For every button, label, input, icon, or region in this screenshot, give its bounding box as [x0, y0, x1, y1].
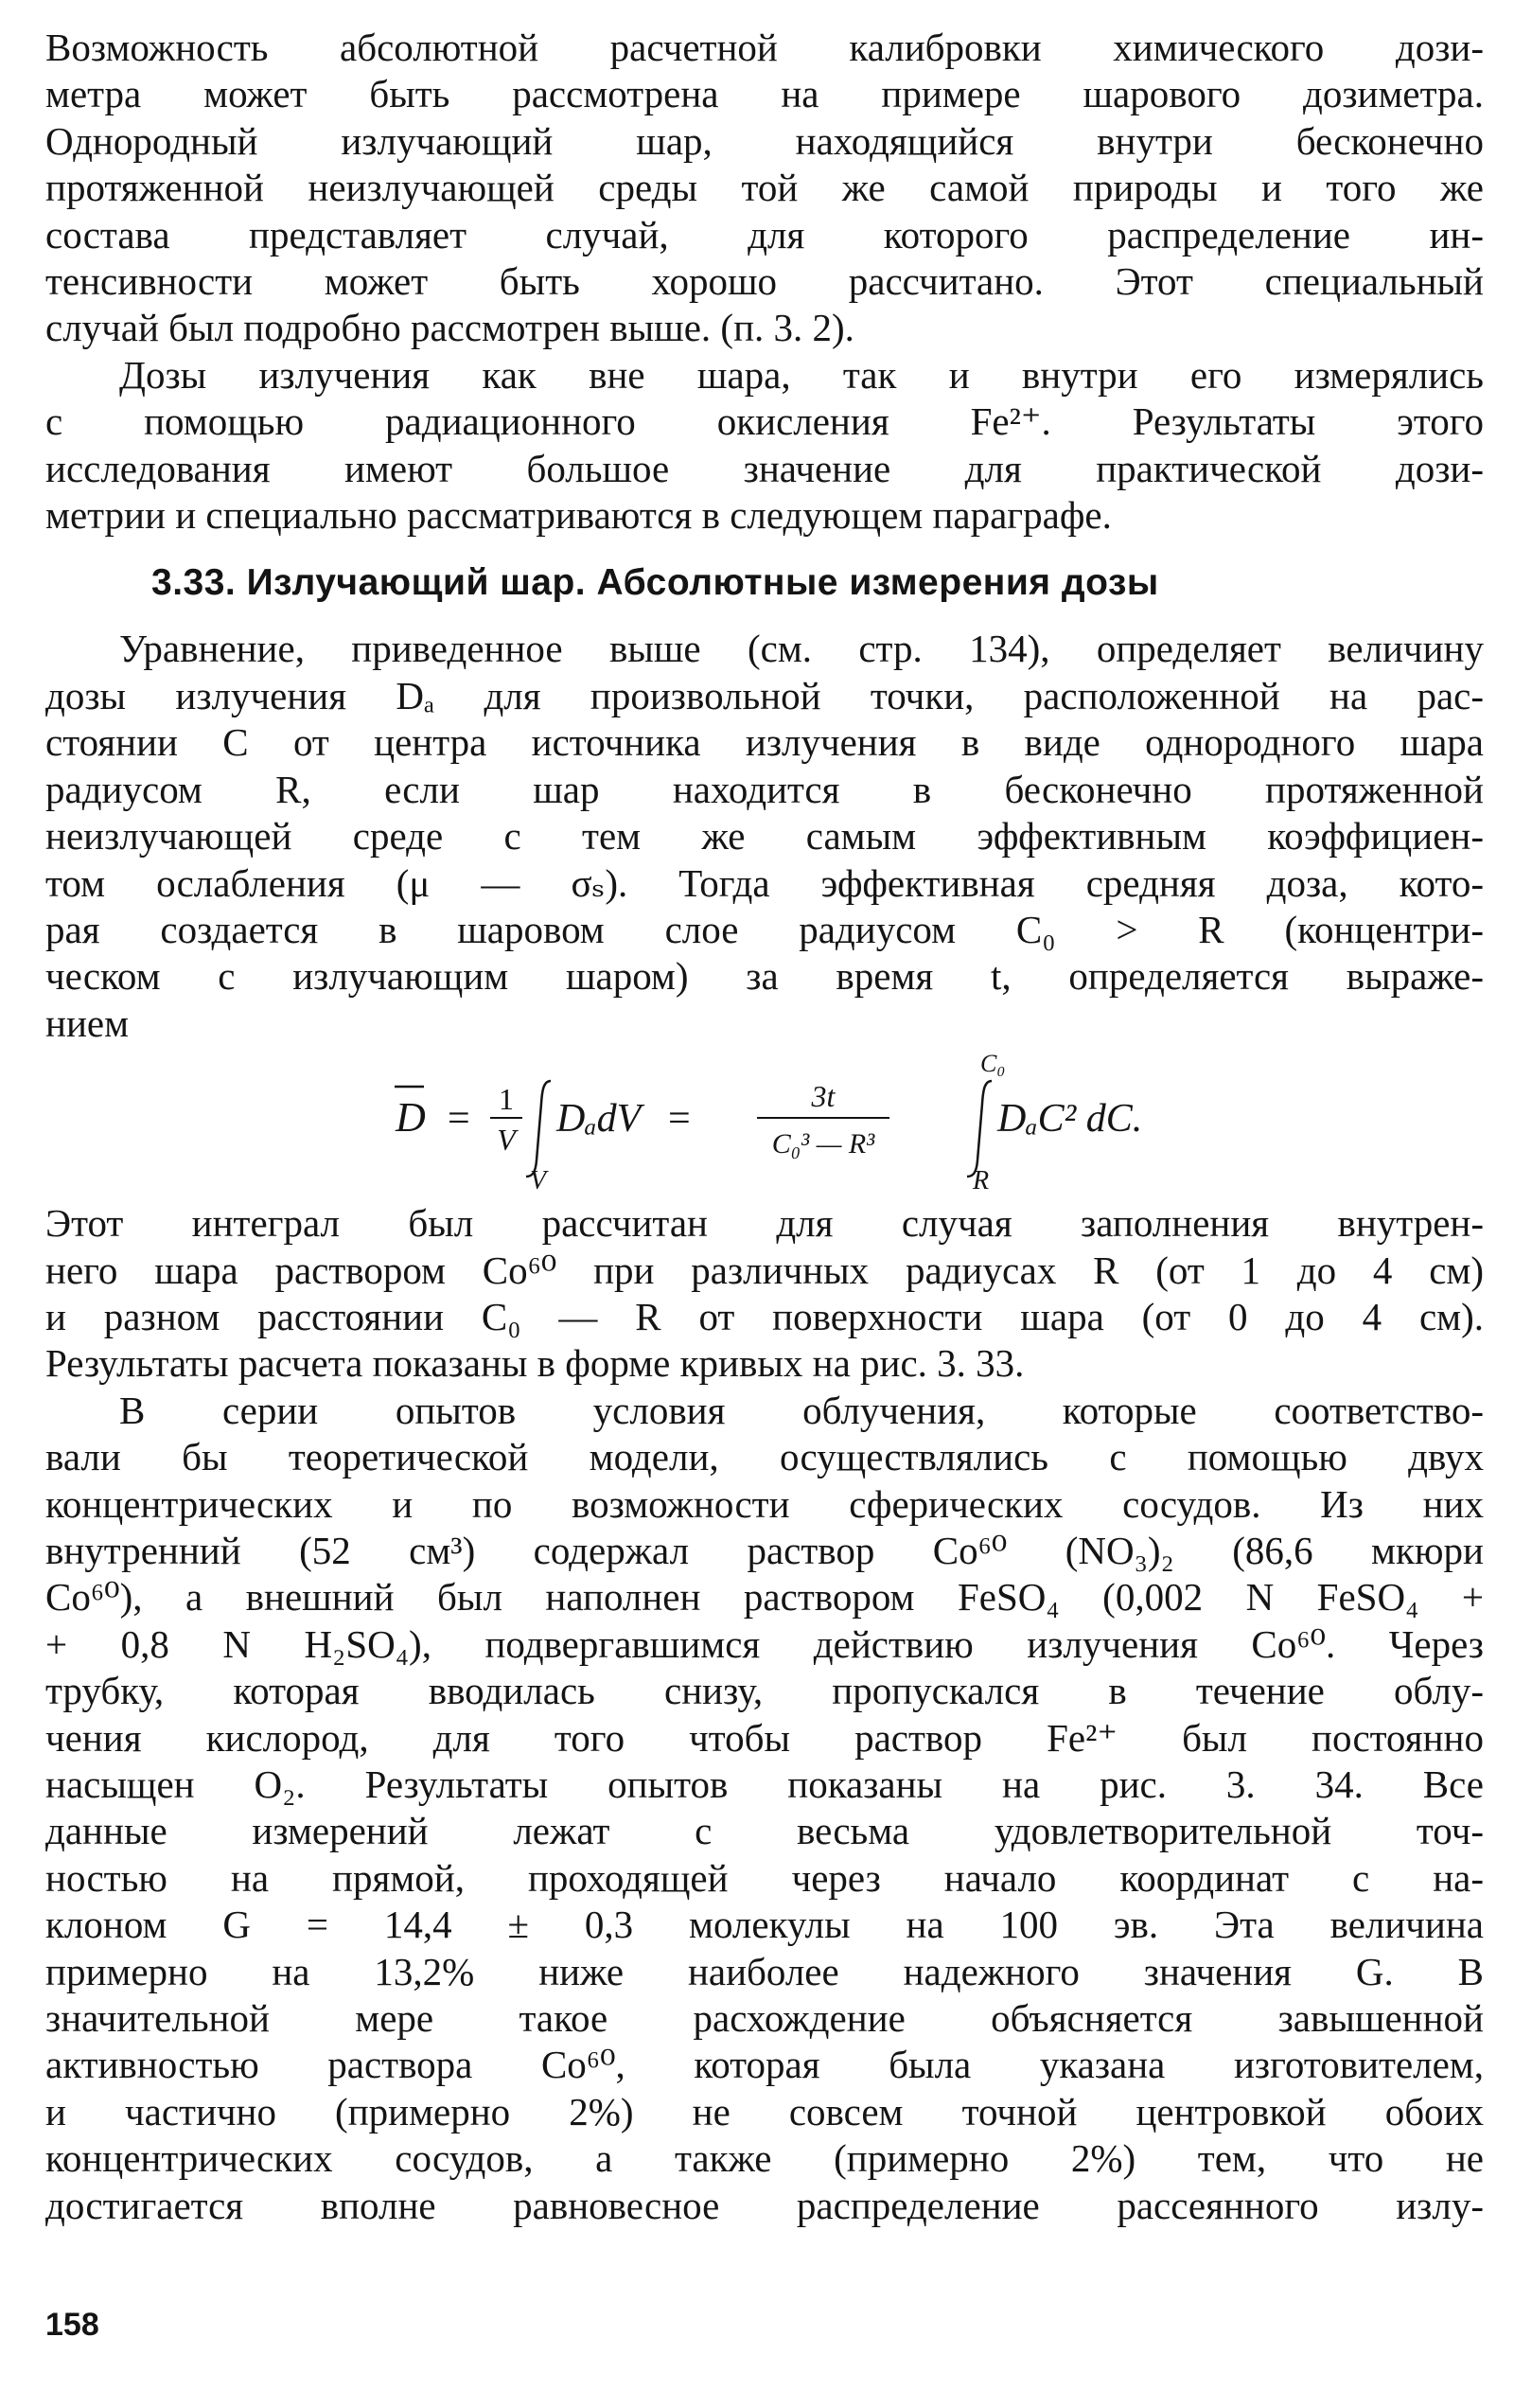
text-line: дозы излучения Dₐ для произвольной точки, расположенной на рас-: [45, 673, 1484, 717]
text-line: Результаты расчета показаны в форме кривых на рис. 3. 33.: [45, 1341, 1025, 1386]
text-line: чения кислород, для того чтобы раствор Fe²⁺ был постоянно: [45, 1715, 1484, 1760]
text-line: рая создается в шаровом слое радиусом C₀ > R (концентри-: [45, 907, 1484, 951]
text-line: стоянии C от центра источника излучения в виде однородного шара: [45, 720, 1484, 765]
text-line: значительной мере такое расхождение объясняется завышенной: [45, 1996, 1484, 2041]
text-line: клоном G = 14,4 ± 0,3 молекулы на 100 эв. Эта величина: [45, 1903, 1484, 1947]
text-line: Этот интеграл был рассчитан для случая заполнения внутрен-: [45, 1201, 1484, 1246]
text-line: Co⁶⁰), а внешний был наполнен раствором FeSO₄ (0,002 N FeSO₄ +: [45, 1575, 1484, 1620]
integral-lower-limit: V: [530, 1166, 547, 1194]
text-line: вали бы теоретической модели, осуществлялись с помощью двух: [45, 1435, 1484, 1479]
text-line: Дозы излучения как вне шара, так и внутри его измерялись: [119, 352, 1484, 397]
text-line: насыщен O₂. Результаты опытов показаны на рис. 3. 34. Все: [45, 1762, 1484, 1806]
text-line: Уравнение, приведенное выше (см. стр. 134), определяет величину: [119, 627, 1484, 671]
formula-lhs: D: [396, 1094, 426, 1142]
integral-lower-limit: R: [973, 1166, 990, 1194]
section-paragraph-2: [45, 1200, 1484, 1388]
text-line: Возможность абсолютной расчетной калибровки химического дози-: [45, 26, 1484, 69]
text-line: с помощью радиационного окисления Fe²⁺. Результаты этого: [45, 399, 1484, 444]
text-line: состава представляет случай, для которого распределение ин-: [45, 212, 1484, 257]
text-line: случай был подробно рассмотрен выше. (п. 3. 2).: [45, 306, 854, 350]
text-line: активностью раствора Co⁶⁰, которая была указана изготовителем,: [45, 2043, 1484, 2087]
formula-graphic: [45, 1051, 1484, 1193]
text-line: Однородный излучающий шар, находящийся внутри бесконечно: [45, 118, 1484, 163]
text-line: радиусом R, если шар находится в бесконечно протяженной: [45, 767, 1484, 811]
text-line: внутренний (52 см³) содержал раствор Co⁶⁰ (NO₃)₂ (86,6 мкюри: [45, 1528, 1484, 1572]
book-page: [45, 25, 1484, 2381]
fraction-denominator: C₀³ — R³: [771, 1128, 875, 1160]
text-line: примерно на 13,2% ниже наиболее надежного значения G. В: [45, 1949, 1484, 1993]
integral-upper-limit: C₀: [980, 1051, 1006, 1078]
text-line: метра может быть рассмотрена на примере шарового дозиметра.: [45, 72, 1484, 116]
text-line: трубку, которая вводилась снизу, пропускался в течение облу-: [45, 1669, 1484, 1713]
intro-paragraph-1: [45, 25, 1484, 352]
section-paragraph-3: [45, 1388, 1484, 2229]
intro-paragraph-2: [45, 352, 1484, 540]
integrand: DₐC² dC.: [997, 1097, 1143, 1142]
text-line: исследования имеют большое значение для практической дози-: [45, 446, 1484, 490]
text-line: метрии и специально рассматриваются в следующем параграфе.: [45, 493, 1112, 538]
text-line: том ослабления (μ — σₛ). Тогда эффективная средняя доза, кото-: [45, 860, 1484, 905]
text-line: + 0,8 N H₂SO₄), подвергавшимся действию излучения Co⁶⁰. Через: [45, 1621, 1484, 1666]
formula-equals: =: [668, 1097, 691, 1142]
fraction-denominator: V: [497, 1123, 516, 1158]
text-line: В серии опытов условия облучения, которые соответство-: [119, 1388, 1484, 1432]
text-line: достигается вполне равновесное распределение рассеянного излу-: [45, 2183, 1484, 2227]
section-paragraph-1: [45, 626, 1484, 1047]
text-line: данные измерений лежат с весьма удовлетворительной точ-: [45, 1809, 1484, 1853]
integral-sign: [526, 1081, 551, 1177]
text-line: него шара раствором Co⁶⁰ при различных радиусах R (от 1 до 4 см): [45, 1248, 1484, 1292]
page-number: 158: [45, 2307, 99, 2343]
text-line: протяженной неизлучающей среды той же самой природы и того же: [45, 166, 1484, 210]
text-line: неизлучающей среде с тем же самым эффективным коэффициен-: [45, 814, 1484, 859]
text-line: ностью на прямой, проходящей через начало координат с на-: [45, 1855, 1484, 1900]
text-line: концентрических и по возможности сферических сосудов. Из них: [45, 1481, 1484, 1526]
text-line: ческом с излучающим шаром) за время t, определяется выраже-: [45, 954, 1484, 999]
text-line: и частично (примерно 2%) не совсем точной центровкой обоих: [45, 2089, 1484, 2134]
fraction-numerator: 1: [499, 1082, 514, 1117]
section-heading: 3.33. Излучающий шар. Абсолютные измерения дозы: [151, 562, 1159, 604]
integral-sign: [967, 1081, 992, 1177]
text-line: концентрических сосудов, а также (примерно 2%) тем, что не: [45, 2136, 1484, 2181]
fraction-numerator: 3t: [811, 1079, 836, 1114]
dose-formula: [45, 1051, 1484, 1193]
formula-equals: =: [448, 1097, 470, 1142]
text-line: нием: [45, 1000, 130, 1045]
text-line: и разном расстоянии C₀ — R от поверхности шара (от 0 до 4 см).: [45, 1294, 1484, 1338]
text-line: тенсивности может быть хорошо рассчитано. Этот специальный: [45, 259, 1484, 304]
integrand: DₐdV: [556, 1097, 642, 1142]
